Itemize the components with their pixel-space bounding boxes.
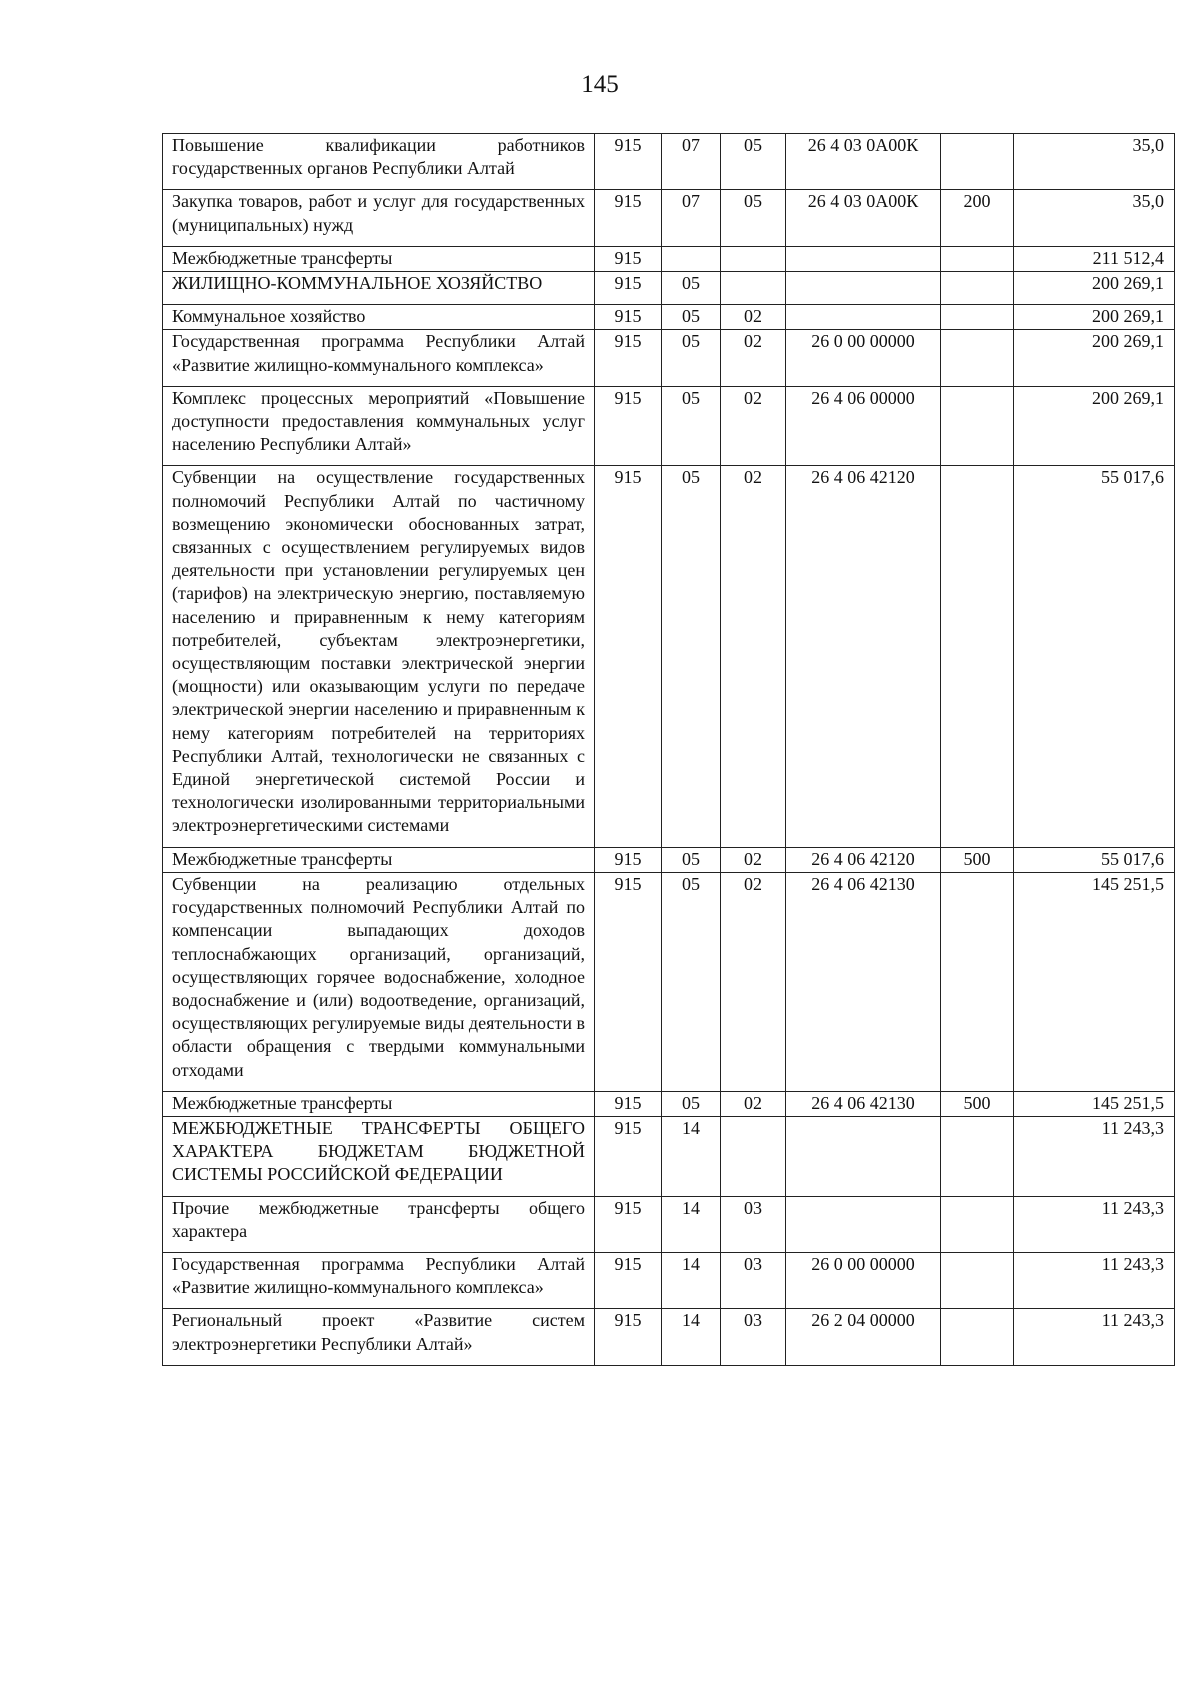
row-section: 14 (662, 1116, 721, 1196)
row-subsection: 05 (721, 134, 786, 190)
row-grbs: 915 (595, 1116, 662, 1196)
table-row (163, 386, 1175, 466)
row-grbs: 915 (595, 190, 662, 246)
page-number: 145 (581, 71, 619, 98)
row-grbs: 915 (595, 1309, 662, 1365)
row-expense-type (941, 305, 1014, 330)
row-subsection: 03 (721, 1309, 786, 1365)
row-grbs: 915 (595, 272, 662, 305)
row-expense-type (941, 1196, 1014, 1252)
table-row (163, 1252, 1175, 1308)
row-grbs: 915 (595, 1196, 662, 1252)
row-expense-type (941, 272, 1014, 305)
row-sum: 35,0 (1014, 190, 1175, 246)
row-sum: 200 269,1 (1014, 305, 1175, 330)
row-grbs: 915 (595, 872, 662, 1091)
row-grbs: 915 (595, 386, 662, 466)
table-row (163, 190, 1175, 246)
row-expense-type (941, 134, 1014, 190)
row-name: МЕЖБЮДЖЕТНЫЕ ТРАНСФЕРТЫ ОБЩЕГО ХАРАКТЕРА БЮДЖЕТАМ БЮДЖЕТНОЙ СИСТЕМЫ РОССИЙСКОЙ ФЕДЕРАЦИИ (163, 1116, 595, 1196)
table-row (163, 847, 1175, 872)
row-target-article: 26 4 06 42130 (786, 1091, 941, 1116)
row-name: Государственная программа Республики Алтай «Развитие жилищно-коммунального комплекса» (163, 1252, 595, 1308)
row-target-article: 26 4 03 0А00К (786, 190, 941, 246)
row-target-article (786, 1196, 941, 1252)
row-subsection: 02 (721, 847, 786, 872)
row-section (662, 246, 721, 271)
row-section: 07 (662, 134, 721, 190)
row-section: 05 (662, 1091, 721, 1116)
row-name: Межбюджетные трансферты (163, 1091, 595, 1116)
row-grbs: 915 (595, 246, 662, 271)
row-section: 05 (662, 305, 721, 330)
table-row (163, 134, 1175, 190)
row-name: Государственная программа Республики Алтай «Развитие жилищно-коммунального комплекса» (163, 330, 595, 386)
row-target-article: 26 4 06 00000 (786, 386, 941, 466)
row-target-article: 26 2 04 00000 (786, 1309, 941, 1365)
row-name: Повышение квалификации работников государственных органов Республики Алтай (163, 134, 595, 190)
row-name: Межбюджетные трансферты (163, 847, 595, 872)
row-name: Региональный проект «Развитие систем электроэнергетики Республики Алтай» (163, 1309, 595, 1365)
row-subsection: 05 (721, 190, 786, 246)
row-target-article (786, 1116, 941, 1196)
row-sum: 35,0 (1014, 134, 1175, 190)
row-section: 05 (662, 847, 721, 872)
row-expense-type (941, 1309, 1014, 1365)
row-section: 05 (662, 330, 721, 386)
row-expense-type: 500 (941, 1091, 1014, 1116)
row-grbs: 915 (595, 134, 662, 190)
row-subsection: 02 (721, 330, 786, 386)
row-subsection: 02 (721, 386, 786, 466)
row-sum: 211 512,4 (1014, 246, 1175, 271)
table-row (163, 1196, 1175, 1252)
row-section: 05 (662, 386, 721, 466)
table-row (163, 1309, 1175, 1365)
row-subsection: 02 (721, 466, 786, 847)
row-sum: 11 243,3 (1014, 1252, 1175, 1308)
row-sum: 11 243,3 (1014, 1196, 1175, 1252)
row-subsection (721, 1116, 786, 1196)
row-subsection: 03 (721, 1252, 786, 1308)
row-name: Прочие межбюджетные трансферты общего характера (163, 1196, 595, 1252)
row-target-article: 26 0 00 00000 (786, 1252, 941, 1308)
row-expense-type: 500 (941, 847, 1014, 872)
row-name: ЖИЛИЩНО-КОММУНАЛЬНОЕ ХОЗЯЙСТВО (163, 272, 595, 305)
row-subsection (721, 272, 786, 305)
row-section: 05 (662, 272, 721, 305)
row-section: 14 (662, 1252, 721, 1308)
row-target-article: 26 4 06 42120 (786, 466, 941, 847)
row-expense-type (941, 1116, 1014, 1196)
row-target-article (786, 246, 941, 271)
row-sum: 200 269,1 (1014, 386, 1175, 466)
row-expense-type (941, 386, 1014, 466)
row-expense-type (941, 466, 1014, 847)
row-target-article: 26 4 06 42130 (786, 872, 941, 1091)
row-expense-type (941, 330, 1014, 386)
row-grbs: 915 (595, 305, 662, 330)
row-grbs: 915 (595, 466, 662, 847)
row-expense-type: 200 (941, 190, 1014, 246)
row-expense-type (941, 872, 1014, 1091)
row-grbs: 915 (595, 1252, 662, 1308)
row-sum: 200 269,1 (1014, 272, 1175, 305)
row-subsection: 02 (721, 872, 786, 1091)
table-row (163, 1116, 1175, 1196)
table-row (163, 305, 1175, 330)
row-name: Коммунальное хозяйство (163, 305, 595, 330)
row-grbs: 915 (595, 330, 662, 386)
budget-table (162, 133, 1175, 1366)
row-section: 05 (662, 466, 721, 847)
row-name: Субвенции на осуществление государственных полномочий Республики Алтай по частичному возмещению экономически обоснованных затрат, связанных с осуществлением регулируемых видов деятельности при установлении регулируемых цен (тарифов) на электрическую энергию, поставляемую населению и приравненным к нему категориям потребителей, субъектам электроэнергетики, осуществляющим поставки электрической энергии (мощности) или оказывающим услуги по передаче электрической энергии населению и приравненным к нему категориям потребителей на территориях Республики Алтай, технологически не связанных с Единой энергетической системой России и технологически изолированными территориальными электроэнергетическими системами (163, 466, 595, 847)
row-target-article (786, 305, 941, 330)
row-expense-type (941, 1252, 1014, 1308)
row-target-article: 26 4 06 42120 (786, 847, 941, 872)
row-section: 07 (662, 190, 721, 246)
row-sum: 11 243,3 (1014, 1309, 1175, 1365)
table-row (163, 466, 1175, 847)
row-sum: 55 017,6 (1014, 847, 1175, 872)
table-row (163, 872, 1175, 1091)
row-sum: 145 251,5 (1014, 872, 1175, 1091)
row-grbs: 915 (595, 1091, 662, 1116)
row-name: Межбюджетные трансферты (163, 246, 595, 271)
row-subsection: 02 (721, 1091, 786, 1116)
row-subsection (721, 246, 786, 271)
row-grbs: 915 (595, 847, 662, 872)
row-name: Закупка товаров, работ и услуг для государственных (муниципальных) нужд (163, 190, 595, 246)
table-row (163, 1091, 1175, 1116)
table-row (163, 246, 1175, 271)
row-target-article (786, 272, 941, 305)
row-subsection: 02 (721, 305, 786, 330)
table-row (163, 330, 1175, 386)
row-target-article: 26 0 00 00000 (786, 330, 941, 386)
row-sum: 11 243,3 (1014, 1116, 1175, 1196)
row-section: 14 (662, 1309, 721, 1365)
row-section: 14 (662, 1196, 721, 1252)
row-expense-type (941, 246, 1014, 271)
table-row (163, 272, 1175, 305)
row-section: 05 (662, 872, 721, 1091)
row-sum: 145 251,5 (1014, 1091, 1175, 1116)
row-name: Субвенции на реализацию отдельных государственных полномочий Республики Алтай по компенсации выпадающих доходов теплоснабжающих организаций, организаций, осуществляющих горячее водоснабжение, холодное водоснабжение и (или) водоотведение, организаций, осуществляющих регулируемые виды деятельности в области обращения с твердыми коммунальными отходами (163, 872, 595, 1091)
row-subsection: 03 (721, 1196, 786, 1252)
row-sum: 55 017,6 (1014, 466, 1175, 847)
row-target-article: 26 4 03 0А00К (786, 134, 941, 190)
row-sum: 200 269,1 (1014, 330, 1175, 386)
row-name: Комплекс процессных мероприятий «Повышение доступности предоставления коммунальных услуг населению Республики Алтай» (163, 386, 595, 466)
